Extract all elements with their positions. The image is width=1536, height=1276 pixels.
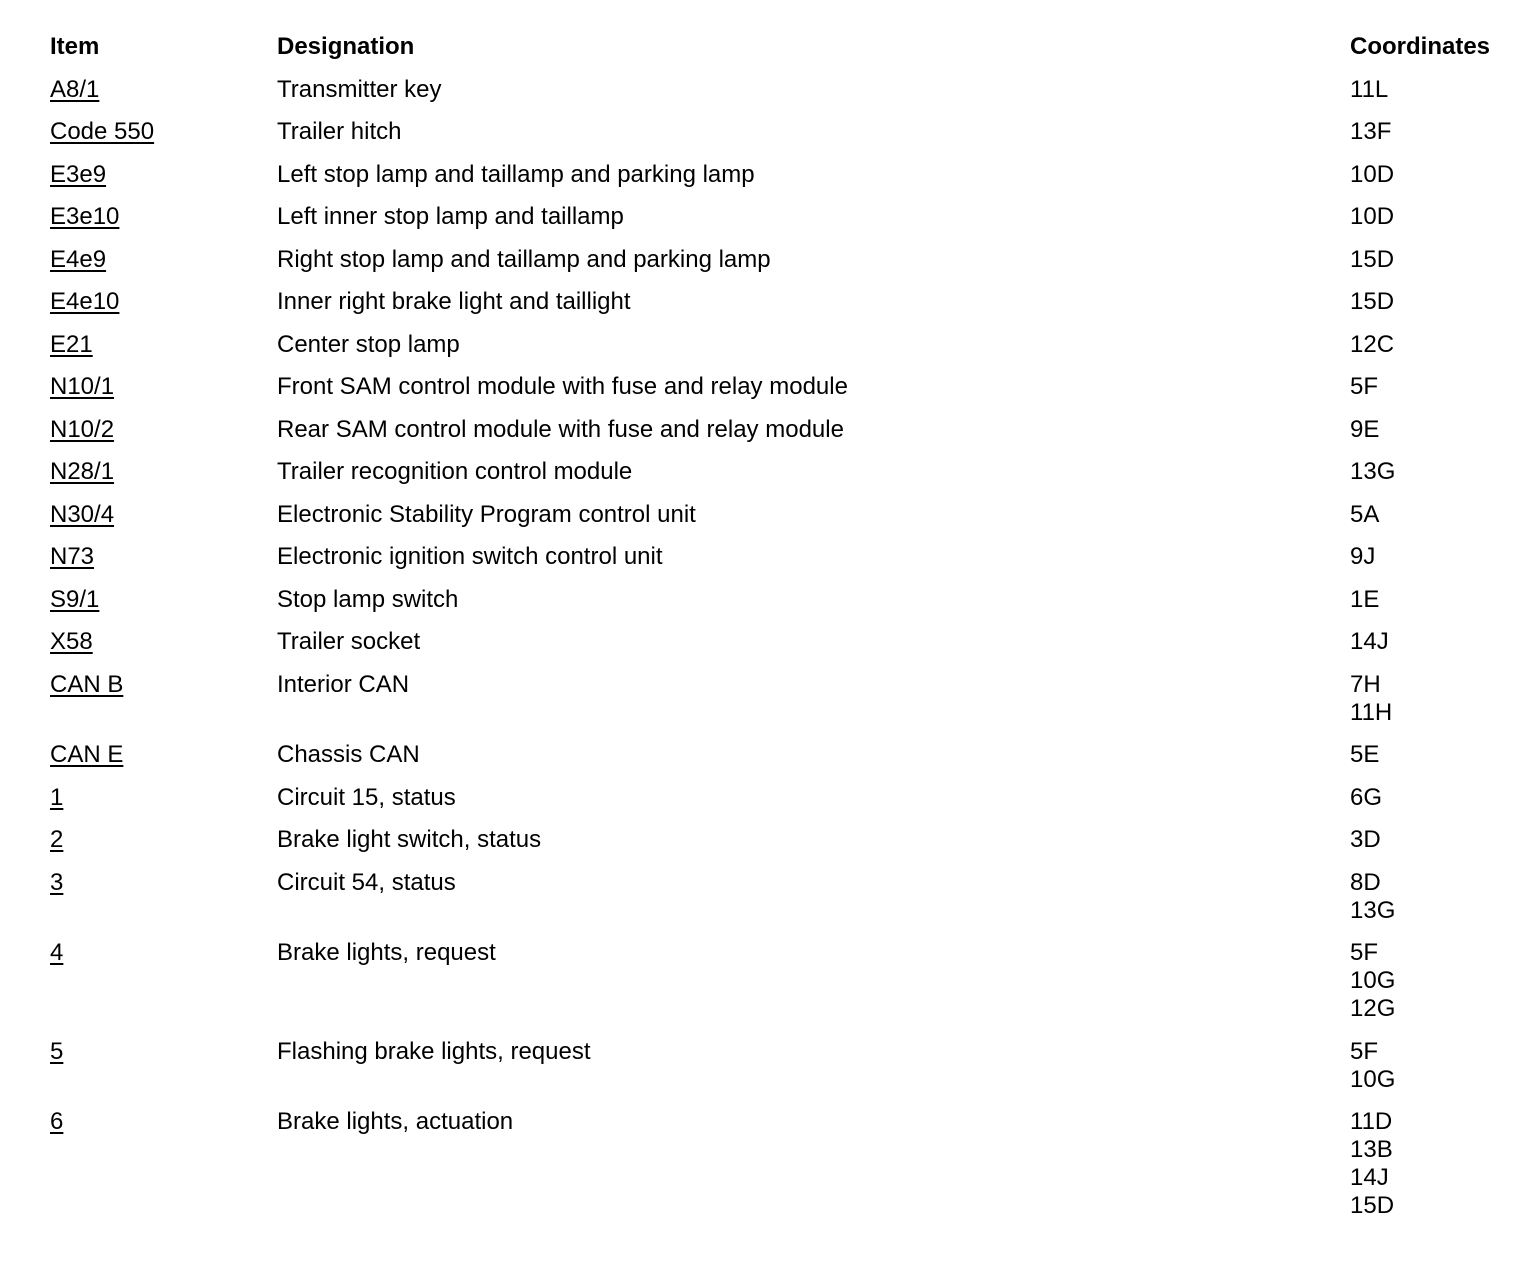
item-link[interactable]: X58 [50, 628, 93, 655]
coordinates-cell [1350, 939, 1520, 1023]
item-link[interactable]: 1 [50, 783, 64, 811]
item-link[interactable]: A8/1 [50, 75, 100, 103]
designation-cell: Chassis CAN [277, 741, 420, 768]
coordinates-cell [1350, 784, 1520, 812]
coordinate-value: 12G [1350, 995, 1396, 1022]
coordinate-value: 5F [1350, 373, 1379, 400]
coordinates-cell [1350, 76, 1520, 104]
coordinate-value: 5A [1350, 500, 1380, 528]
designation-cell: Circuit 54, status [277, 868, 456, 896]
table-row [50, 288, 1520, 316]
coordinate-value: 13B [1350, 1136, 1393, 1163]
item-link[interactable]: 5 [50, 1037, 64, 1065]
table-row [50, 1108, 1520, 1220]
coordinate-value: 13G [1350, 458, 1396, 485]
table-row [50, 161, 1520, 189]
coordinate-value: 8D [1350, 868, 1381, 896]
designation-cell: Brake lights, request [277, 939, 496, 966]
item-cell [50, 246, 277, 274]
coordinates-cell [1350, 288, 1520, 316]
designation-cell: Electronic ignition switch control unit [277, 543, 663, 570]
table-row [50, 501, 1520, 529]
item-link[interactable]: E21 [50, 330, 93, 358]
item-link[interactable]: N10/2 [50, 415, 115, 443]
item-cell [50, 671, 277, 699]
designation-cell: Brake light switch, status [277, 826, 542, 853]
table-row [50, 458, 1520, 486]
coordinate-value: 14J [1350, 628, 1389, 655]
coordinate-value: 9J [1350, 543, 1376, 570]
coordinate-value: 9E [1350, 415, 1380, 443]
coordinate-value: 15D [1350, 1192, 1395, 1219]
coordinates-cell [1350, 826, 1520, 854]
item-link[interactable]: E3e10 [50, 203, 120, 230]
item-cell [50, 543, 277, 571]
table-header-row [50, 33, 1520, 61]
table-body [50, 76, 1520, 1221]
coordinate-value: 11D [1350, 1108, 1393, 1135]
item-link[interactable]: 3 [50, 868, 64, 896]
item-cell [50, 331, 277, 359]
designation-cell: Trailer recognition control module [277, 458, 633, 485]
coordinates-cell [1350, 161, 1520, 189]
coordinate-value: 5E [1350, 741, 1380, 768]
item-cell [50, 416, 277, 444]
item-cell [50, 118, 277, 146]
item-link[interactable]: N30/4 [50, 500, 115, 528]
table-row [50, 628, 1520, 656]
designation-cell: Electronic Stability Program control unit [277, 500, 696, 528]
item-cell [50, 586, 277, 614]
coordinate-value: 15D [1350, 245, 1395, 273]
coordinate-value: 13G [1350, 896, 1396, 924]
item-link[interactable]: S9/1 [50, 585, 100, 613]
table-row [50, 246, 1520, 274]
designation-cell: Trailer socket [277, 628, 421, 655]
table-row [50, 543, 1520, 571]
coordinate-value: 5F [1350, 1037, 1379, 1065]
designation-cell: Trailer hitch [277, 118, 402, 145]
designation-cell: Left stop lamp and taillamp and parking lamp [277, 160, 755, 188]
table-row [50, 939, 1520, 1023]
coordinate-value: 5F [1350, 939, 1379, 966]
table-row [50, 741, 1520, 769]
designation-cell: Flashing brake lights, request [277, 1037, 591, 1065]
coordinate-value: 12C [1350, 330, 1395, 358]
item-cell [50, 628, 277, 656]
table-row [50, 373, 1520, 401]
coordinates-cell [1350, 1038, 1520, 1094]
designation-cell: Center stop lamp [277, 330, 460, 358]
designation-cell: Front SAM control module with fuse and relay module [277, 373, 848, 400]
item-link[interactable]: CAN B [50, 670, 124, 698]
item-cell [50, 1038, 277, 1066]
coordinate-value: 1E [1350, 585, 1380, 613]
item-cell [50, 373, 277, 401]
designation-cell: Left inner stop lamp and taillamp [277, 203, 624, 230]
coordinate-value: 14J [1350, 1164, 1389, 1191]
item-link[interactable]: N10/1 [50, 373, 115, 400]
coordinates-cell [1350, 543, 1520, 571]
designation-cell: Brake lights, actuation [277, 1108, 514, 1135]
coordinates-cell [1350, 1108, 1520, 1220]
item-link[interactable]: E4e10 [50, 288, 120, 315]
item-link[interactable]: Code 550 [50, 118, 155, 145]
item-cell [50, 939, 277, 967]
designation-cell: Stop lamp switch [277, 585, 459, 613]
item-link[interactable]: N28/1 [50, 458, 115, 485]
legend-table [50, 33, 1520, 1235]
coordinate-value: 10G [1350, 967, 1396, 994]
coordinate-value: 11H [1350, 698, 1393, 726]
item-cell [50, 76, 277, 104]
item-link[interactable]: 6 [50, 1108, 64, 1135]
item-cell [50, 203, 277, 231]
item-link[interactable]: N73 [50, 543, 95, 570]
table-row [50, 586, 1520, 614]
coordinates-cell [1350, 416, 1520, 444]
item-cell [50, 161, 277, 189]
column-header-designation: Designation [277, 33, 415, 60]
table-row [50, 203, 1520, 231]
coordinate-value: 10D [1350, 160, 1395, 188]
designation-cell: Interior CAN [277, 670, 410, 698]
item-link[interactable]: CAN E [50, 741, 124, 768]
table-row [50, 416, 1520, 444]
table-row [50, 784, 1520, 812]
table-row [50, 1038, 1520, 1094]
coordinates-cell [1350, 246, 1520, 274]
column-header-item: Item [50, 33, 100, 60]
coordinates-cell [1350, 671, 1520, 727]
designation-cell: Rear SAM control module with fuse and relay module [277, 415, 844, 443]
coordinates-cell [1350, 869, 1520, 925]
coordinates-cell [1350, 628, 1520, 656]
designation-cell: Circuit 15, status [277, 783, 456, 811]
coordinates-cell [1350, 501, 1520, 529]
item-cell [50, 869, 277, 897]
table-row [50, 331, 1520, 359]
coordinate-value: 13F [1350, 118, 1392, 145]
coordinates-cell [1350, 331, 1520, 359]
item-cell [50, 784, 277, 812]
item-link[interactable]: 2 [50, 826, 64, 853]
item-cell [50, 501, 277, 529]
item-link[interactable]: E3e9 [50, 160, 107, 188]
table-row [50, 118, 1520, 146]
coordinates-cell [1350, 741, 1520, 769]
coordinate-value: 11L [1350, 75, 1389, 103]
coordinate-value: 3D [1350, 826, 1381, 853]
coordinates-cell [1350, 458, 1520, 486]
item-link[interactable]: 4 [50, 939, 64, 966]
coordinate-value: 7H [1350, 670, 1381, 698]
coordinate-value: 10G [1350, 1065, 1396, 1093]
coordinates-cell [1350, 373, 1520, 401]
item-cell [50, 288, 277, 316]
designation-cell: Inner right brake light and taillight [277, 288, 631, 315]
designation-cell: Right stop lamp and taillamp and parking lamp [277, 245, 771, 273]
item-cell [50, 458, 277, 486]
coordinate-value: 15D [1350, 288, 1395, 315]
coordinates-cell [1350, 586, 1520, 614]
table-row [50, 826, 1520, 854]
coordinate-value: 6G [1350, 783, 1383, 811]
table-row [50, 869, 1520, 925]
table-row [50, 671, 1520, 727]
item-cell [50, 826, 277, 854]
coordinate-value: 10D [1350, 203, 1395, 230]
table-row [50, 76, 1520, 104]
coordinates-cell [1350, 118, 1520, 146]
item-link[interactable]: E4e9 [50, 245, 107, 273]
column-header-coordinates: Coordinates [1350, 33, 1491, 60]
coordinates-cell [1350, 203, 1520, 231]
designation-cell: Transmitter key [277, 75, 442, 103]
item-cell [50, 741, 277, 769]
item-cell [50, 1108, 277, 1136]
